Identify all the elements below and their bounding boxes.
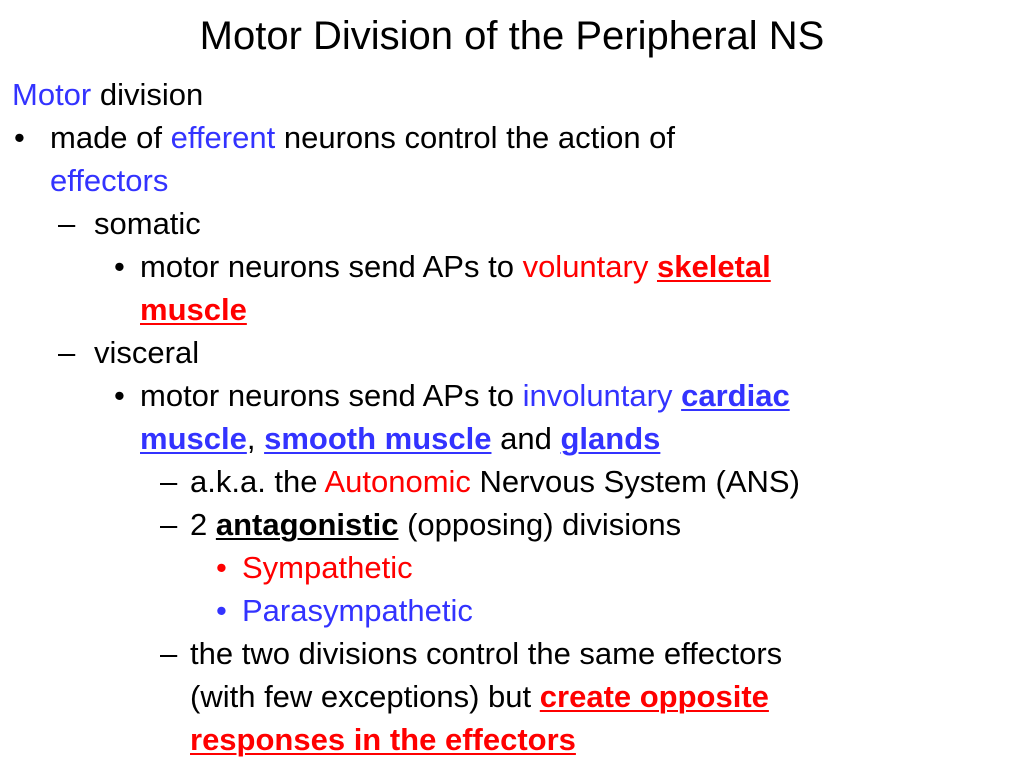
smooth-muscle-term: smooth muscle [264, 421, 492, 456]
slide-title: Motor Division of the Peripheral NS [199, 14, 825, 58]
dash-ans: – [160, 464, 178, 499]
motor-term: Motor [12, 77, 92, 112]
ans-line [190, 464, 800, 500]
text-and: and [500, 421, 552, 456]
autonomic-term: Autonomic [324, 464, 471, 499]
bullet-dot-parasympathetic: • [216, 593, 227, 628]
text-opposing: (opposing) divisions [407, 507, 682, 542]
division-word: division [99, 77, 204, 112]
involuntary-term: involuntary [522, 378, 673, 413]
dash-antagonistic: – [160, 507, 178, 542]
control-line-1: the two divisions control the same effectors [190, 636, 783, 671]
somatic-label: somatic [94, 206, 201, 241]
parasympathetic-term: Parasympathetic [242, 593, 473, 628]
heading-line [12, 77, 203, 113]
bullet-dot-somatic: • [114, 249, 125, 284]
visceral-label: visceral [94, 335, 200, 370]
voluntary-term: voluntary [522, 249, 649, 284]
control-line-2 [190, 679, 769, 715]
text-exceptions: (with few exceptions) but [190, 679, 532, 714]
text-two: 2 [190, 507, 208, 542]
glands-term: glands [560, 421, 661, 456]
skeletal-muscle-term: muscle [140, 292, 247, 327]
text-made-of: made of [50, 120, 163, 155]
text-control: neurons control the action of [283, 120, 676, 155]
skeletal-term: skeletal [656, 249, 771, 284]
somatic-line [140, 249, 771, 285]
cardiac-muscle-term: muscle [140, 421, 247, 456]
effectors-term: effectors [50, 163, 169, 198]
cardiac-term: cardiac [681, 378, 790, 413]
text-aka: a.k.a. the [190, 464, 318, 499]
create-opposite-term: create opposite [539, 679, 769, 714]
responses-term: responses in the effectors [190, 722, 576, 757]
dash-control: – [160, 636, 178, 671]
dash-somatic: – [58, 206, 76, 241]
bullet-dot-visceral: • [114, 378, 125, 413]
efferent-term: efferent [170, 120, 276, 155]
bullet-dot: • [14, 120, 25, 155]
bullet-efferent-line [50, 120, 675, 156]
visceral-line-2 [140, 421, 660, 457]
antagonistic-line [190, 507, 681, 543]
visceral-line [140, 378, 790, 414]
sympathetic-term: Sympathetic [242, 550, 413, 585]
text-nervous-system: Nervous System (ANS) [479, 464, 800, 499]
bullet-dot-sympathetic: • [216, 550, 227, 585]
comma: , [246, 421, 256, 456]
text-send-aps-2: motor neurons send APs to [140, 378, 514, 413]
text-send-aps: motor neurons send APs to [140, 249, 514, 284]
dash-visceral: – [58, 335, 76, 370]
antagonistic-term: antagonistic [215, 507, 399, 542]
